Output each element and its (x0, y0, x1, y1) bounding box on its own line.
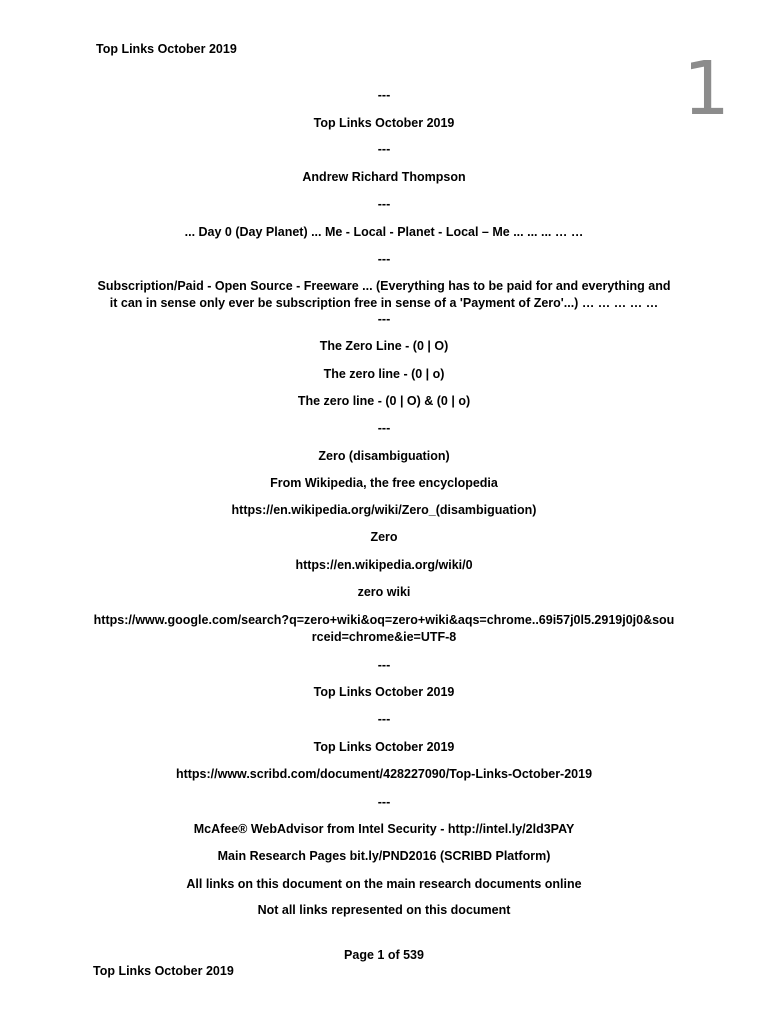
page-number-large: 1 (682, 46, 730, 132)
text-line: Top Links October 2019 (313, 685, 455, 699)
text-line: The zero line - (0 | o) (323, 367, 445, 381)
separator: --- (377, 142, 391, 156)
separator: --- (377, 197, 391, 211)
text-line: From Wikipedia, the free encyclopedia (270, 476, 498, 490)
text-line: Zero (370, 530, 398, 544)
separator: --- (377, 795, 391, 809)
separator: --- (377, 88, 391, 102)
separator: --- (377, 421, 391, 435)
text-line: Not all links represented on this document (257, 903, 511, 917)
running-footer: Top Links October 2019 (93, 964, 234, 978)
url-link[interactable]: https://en.wikipedia.org/wiki/Zero_(disambiguation) (231, 503, 537, 517)
text-line: McAfee® WebAdvisor from Intel Security - http://intel.ly/2ld3PAY (193, 822, 575, 836)
url-link[interactable]: https://www.google.com/search?q=zero+wiki&oq=zero+wiki&aqs=chrome..69i57j0l5.2919j0j0&sourceid=chrome&ie=UTF-8 (93, 613, 675, 644)
text-line: Zero (disambiguation) (318, 449, 450, 463)
text-line: The Zero Line - (0 | O) (319, 339, 449, 353)
url-link[interactable]: https://www.scribd.com/document/428227090/Top-Links-October-2019 (175, 767, 593, 781)
text-line: All links on this document on the main research documents online (186, 877, 582, 891)
page-counter: Page 1 of 539 (344, 948, 424, 962)
separator: --- (377, 252, 391, 266)
text-line: Main Research Pages bit.ly/PND2016 (SCRIBD Platform) (217, 849, 551, 863)
text-line: Top Links October 2019 (313, 740, 455, 754)
separator: --- (377, 712, 391, 726)
text-line: ... Day 0 (Day Planet) ... Me - Local - Planet - Local – Me ... ... ... … … (184, 225, 584, 239)
text-paragraph: Subscription/Paid - Open Source - Freeware ... (Everything has to be paid for and everything and it can in sense only ever be subscription free in sense of a 'Payment of Zero'...) … … … … … (97, 279, 671, 310)
text-line: The zero line - (0 | O) & (0 | o) (297, 394, 471, 408)
author-name: Andrew Richard Thompson (302, 170, 466, 184)
url-link[interactable]: https://en.wikipedia.org/wiki/0 (295, 558, 473, 572)
running-header: Top Links October 2019 (96, 42, 237, 56)
separator: --- (377, 658, 391, 672)
document-title: Top Links October 2019 (313, 116, 455, 130)
separator: --- (377, 312, 391, 326)
text-line: zero wiki (357, 585, 411, 599)
